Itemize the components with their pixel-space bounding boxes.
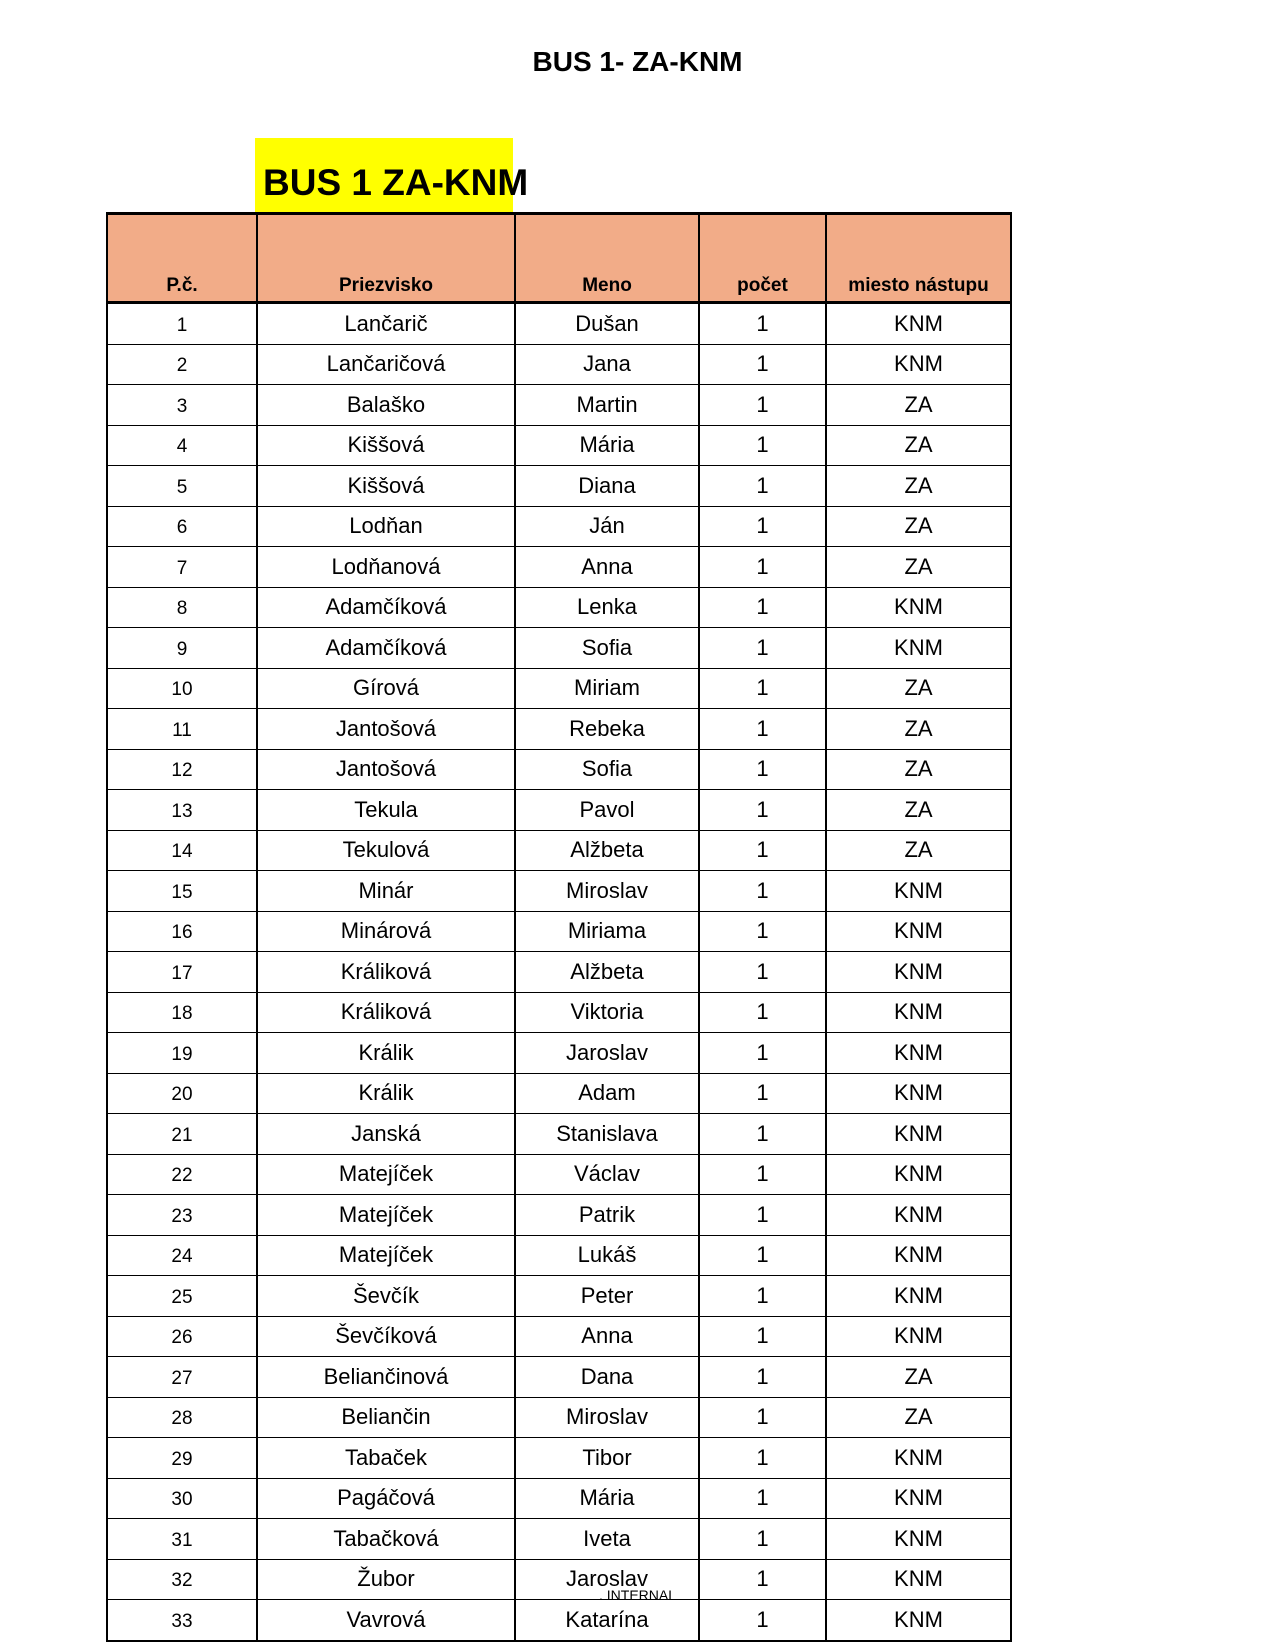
cell-priezvisko: Tabačková	[257, 1519, 515, 1560]
cell-meno: Katarína	[515, 1600, 699, 1641]
cell-meno: Miroslav	[515, 1397, 699, 1438]
table-body	[107, 303, 1011, 1641]
cell-miesto: KNM	[826, 628, 1011, 669]
cell-pc: 3	[107, 385, 257, 426]
table-row	[107, 1478, 1011, 1519]
cell-pc: 24	[107, 1235, 257, 1276]
cell-priezvisko: Beliančinová	[257, 1357, 515, 1398]
cell-meno: Mária	[515, 1478, 699, 1519]
bus-label: BUS 1 ZA-KNM	[263, 162, 529, 203]
cell-meno: Jaroslav	[515, 1559, 699, 1600]
cell-meno: Martin	[515, 385, 699, 426]
cell-priezvisko: Tabaček	[257, 1438, 515, 1479]
cell-miesto: KNM	[826, 1154, 1011, 1195]
cell-pocet: 1	[699, 1559, 826, 1600]
cell-pocet: 1	[699, 871, 826, 912]
cell-pc: 29	[107, 1438, 257, 1479]
cell-meno: Diana	[515, 466, 699, 507]
cell-miesto: KNM	[826, 952, 1011, 993]
cell-meno: Anna	[515, 1316, 699, 1357]
table-row	[107, 871, 1011, 912]
cell-pocet: 1	[699, 992, 826, 1033]
cell-pc: 25	[107, 1276, 257, 1317]
cell-pocet: 1	[699, 668, 826, 709]
cell-pocet: 1	[699, 1438, 826, 1479]
cell-pc: 30	[107, 1478, 257, 1519]
cell-miesto: ZA	[826, 506, 1011, 547]
table-row	[107, 1357, 1011, 1398]
cell-meno: Sofia	[515, 749, 699, 790]
cell-meno: Stanislava	[515, 1114, 699, 1155]
cell-miesto: KNM	[826, 1276, 1011, 1317]
cell-miesto: KNM	[826, 871, 1011, 912]
cell-pocet: 1	[699, 1478, 826, 1519]
cell-pocet: 1	[699, 790, 826, 831]
table-row	[107, 1154, 1011, 1195]
cell-miesto: KNM	[826, 992, 1011, 1033]
cell-meno: Tibor	[515, 1438, 699, 1479]
cell-meno: Anna	[515, 547, 699, 588]
cell-priezvisko: Králiková	[257, 992, 515, 1033]
cell-priezvisko: Kiššová	[257, 466, 515, 507]
cell-priezvisko: Janská	[257, 1114, 515, 1155]
column-header-meno: Meno	[515, 214, 699, 303]
cell-priezvisko: Kiššová	[257, 425, 515, 466]
passenger-table	[106, 212, 1012, 1642]
cell-pocet: 1	[699, 1114, 826, 1155]
cell-pc: 14	[107, 830, 257, 871]
cell-meno: Jana	[515, 344, 699, 385]
cell-pocet: 1	[699, 1235, 826, 1276]
cell-miesto: ZA	[826, 1357, 1011, 1398]
table-row	[107, 506, 1011, 547]
cell-priezvisko: Ševčíková	[257, 1316, 515, 1357]
cell-pocet: 1	[699, 547, 826, 588]
cell-pocet: 1	[699, 466, 826, 507]
cell-miesto: KNM	[826, 1438, 1011, 1479]
table-row	[107, 1316, 1011, 1357]
cell-pc: 22	[107, 1154, 257, 1195]
cell-priezvisko: Jantošová	[257, 709, 515, 750]
cell-priezvisko: Lančarič	[257, 303, 515, 345]
cell-pocet: 1	[699, 1519, 826, 1560]
table-row	[107, 668, 1011, 709]
cell-pocet: 1	[699, 303, 826, 345]
cell-pc: 1	[107, 303, 257, 345]
cell-meno: Adam	[515, 1073, 699, 1114]
cell-pc: 16	[107, 911, 257, 952]
cell-meno: Ján	[515, 506, 699, 547]
cell-priezvisko: Pagáčová	[257, 1478, 515, 1519]
cell-priezvisko: Minárová	[257, 911, 515, 952]
cell-pc: 33	[107, 1600, 257, 1641]
table-row	[107, 1519, 1011, 1560]
cell-miesto: ZA	[826, 425, 1011, 466]
cell-pocet: 1	[699, 830, 826, 871]
cell-priezvisko: Minár	[257, 871, 515, 912]
cell-pc: 8	[107, 587, 257, 628]
table-row	[107, 830, 1011, 871]
cell-meno: Viktoria	[515, 992, 699, 1033]
cell-priezvisko: Matejíček	[257, 1195, 515, 1236]
cell-pc: 11	[107, 709, 257, 750]
cell-priezvisko: Beliančin	[257, 1397, 515, 1438]
page-title: BUS 1- ZA-KNM	[532, 46, 743, 77]
cell-priezvisko: Králik	[257, 1073, 515, 1114]
cell-pc: 18	[107, 992, 257, 1033]
cell-pc: 19	[107, 1033, 257, 1074]
cell-priezvisko: Lodňanová	[257, 547, 515, 588]
classification-footer: . INTERNAL	[598, 1587, 676, 1603]
cell-pc: 10	[107, 668, 257, 709]
cell-pc: 21	[107, 1114, 257, 1155]
cell-meno: Alžbeta	[515, 830, 699, 871]
cell-pocet: 1	[699, 506, 826, 547]
table-row	[107, 1438, 1011, 1479]
cell-pc: 17	[107, 952, 257, 993]
cell-miesto: ZA	[826, 749, 1011, 790]
cell-priezvisko: Gírová	[257, 668, 515, 709]
cell-miesto: KNM	[826, 1073, 1011, 1114]
cell-pc: 26	[107, 1316, 257, 1357]
table-row	[107, 952, 1011, 993]
cell-meno: Pavol	[515, 790, 699, 831]
cell-pc: 31	[107, 1519, 257, 1560]
table-row	[107, 425, 1011, 466]
cell-pocet: 1	[699, 1154, 826, 1195]
cell-pocet: 1	[699, 344, 826, 385]
cell-priezvisko: Jantošová	[257, 749, 515, 790]
cell-meno: Lukáš	[515, 1235, 699, 1276]
cell-priezvisko: Tekula	[257, 790, 515, 831]
cell-meno: Alžbeta	[515, 952, 699, 993]
cell-miesto: KNM	[826, 1559, 1011, 1600]
cell-miesto: ZA	[826, 466, 1011, 507]
cell-pocet: 1	[699, 1033, 826, 1074]
cell-pc: 27	[107, 1357, 257, 1398]
cell-priezvisko: Tekulová	[257, 830, 515, 871]
cell-priezvisko: Lančaričová	[257, 344, 515, 385]
cell-miesto: ZA	[826, 385, 1011, 426]
table-row	[107, 466, 1011, 507]
cell-miesto: KNM	[826, 1033, 1011, 1074]
cell-meno: Patrik	[515, 1195, 699, 1236]
table-row	[107, 1235, 1011, 1276]
cell-miesto: KNM	[826, 1114, 1011, 1155]
cell-meno: Mária	[515, 425, 699, 466]
cell-miesto: KNM	[826, 1519, 1011, 1560]
cell-miesto: KNM	[826, 587, 1011, 628]
cell-miesto: ZA	[826, 709, 1011, 750]
cell-pocet: 1	[699, 425, 826, 466]
cell-priezvisko: Vavrová	[257, 1600, 515, 1641]
cell-meno: Peter	[515, 1276, 699, 1317]
cell-pc: 4	[107, 425, 257, 466]
cell-miesto: KNM	[826, 303, 1011, 345]
cell-miesto: KNM	[826, 1600, 1011, 1641]
cell-meno: Miriama	[515, 911, 699, 952]
cell-pc: 7	[107, 547, 257, 588]
cell-pocet: 1	[699, 1357, 826, 1398]
cell-meno: Václav	[515, 1154, 699, 1195]
cell-pocet: 1	[699, 1195, 826, 1236]
cell-pocet: 1	[699, 709, 826, 750]
cell-pocet: 1	[699, 911, 826, 952]
cell-miesto: KNM	[826, 1478, 1011, 1519]
table-row	[107, 1195, 1011, 1236]
cell-meno: Dušan	[515, 303, 699, 345]
cell-priezvisko: Lodňan	[257, 506, 515, 547]
cell-miesto: ZA	[826, 668, 1011, 709]
cell-meno: Dana	[515, 1357, 699, 1398]
cell-priezvisko: Adamčíková	[257, 628, 515, 669]
column-header-pc: P.č.	[107, 214, 257, 303]
column-header-priezvisko: Priezvisko	[257, 214, 515, 303]
cell-miesto: ZA	[826, 547, 1011, 588]
cell-priezvisko: Balaško	[257, 385, 515, 426]
table-row	[107, 709, 1011, 750]
column-header-pocet: počet	[699, 214, 826, 303]
table-row	[107, 1276, 1011, 1317]
table-row	[107, 385, 1011, 426]
table-header-row	[107, 214, 1011, 303]
table-row	[107, 749, 1011, 790]
cell-priezvisko: Ševčík	[257, 1276, 515, 1317]
cell-pocet: 1	[699, 749, 826, 790]
table-row	[107, 992, 1011, 1033]
table-row	[107, 344, 1011, 385]
cell-pc: 5	[107, 466, 257, 507]
table-row	[107, 1033, 1011, 1074]
cell-pocet: 1	[699, 1073, 826, 1114]
cell-pocet: 1	[699, 587, 826, 628]
cell-pc: 9	[107, 628, 257, 669]
cell-priezvisko: Matejíček	[257, 1235, 515, 1276]
cell-pc: 12	[107, 749, 257, 790]
cell-pocet: 1	[699, 1316, 826, 1357]
cell-priezvisko: Králiková	[257, 952, 515, 993]
table-row	[107, 1073, 1011, 1114]
cell-pc: 23	[107, 1195, 257, 1236]
table-row	[107, 587, 1011, 628]
cell-pocet: 1	[699, 1397, 826, 1438]
cell-pocet: 1	[699, 1276, 826, 1317]
cell-pocet: 1	[699, 385, 826, 426]
cell-meno: Rebeka	[515, 709, 699, 750]
cell-meno: Jaroslav	[515, 1033, 699, 1074]
cell-pc: 13	[107, 790, 257, 831]
table-row	[107, 1600, 1011, 1641]
table-row	[107, 628, 1011, 669]
cell-pc: 15	[107, 871, 257, 912]
cell-miesto: KNM	[826, 911, 1011, 952]
cell-priezvisko: Žubor	[257, 1559, 515, 1600]
cell-pc: 28	[107, 1397, 257, 1438]
cell-pc: 2	[107, 344, 257, 385]
cell-miesto: ZA	[826, 790, 1011, 831]
cell-meno: Iveta	[515, 1519, 699, 1560]
cell-pc: 20	[107, 1073, 257, 1114]
cell-meno: Miroslav	[515, 871, 699, 912]
cell-meno: Sofia	[515, 628, 699, 669]
cell-pocet: 1	[699, 1600, 826, 1641]
table-row	[107, 1114, 1011, 1155]
cell-meno: Lenka	[515, 587, 699, 628]
cell-miesto: ZA	[826, 830, 1011, 871]
cell-miesto: KNM	[826, 1195, 1011, 1236]
cell-miesto: KNM	[826, 1235, 1011, 1276]
cell-miesto: ZA	[826, 1397, 1011, 1438]
cell-priezvisko: Králik	[257, 1033, 515, 1074]
cell-miesto: KNM	[826, 344, 1011, 385]
table-row	[107, 911, 1011, 952]
cell-pc: 6	[107, 506, 257, 547]
column-header-miesto: miesto nástupu	[826, 214, 1011, 303]
cell-meno: Miriam	[515, 668, 699, 709]
cell-miesto: KNM	[826, 1316, 1011, 1357]
cell-pocet: 1	[699, 628, 826, 669]
table-row	[107, 1397, 1011, 1438]
cell-priezvisko: Adamčíková	[257, 587, 515, 628]
cell-priezvisko: Matejíček	[257, 1154, 515, 1195]
cell-pc: 32	[107, 1559, 257, 1600]
table-row	[107, 790, 1011, 831]
table-row	[107, 303, 1011, 345]
table-row	[107, 547, 1011, 588]
cell-pocet: 1	[699, 952, 826, 993]
